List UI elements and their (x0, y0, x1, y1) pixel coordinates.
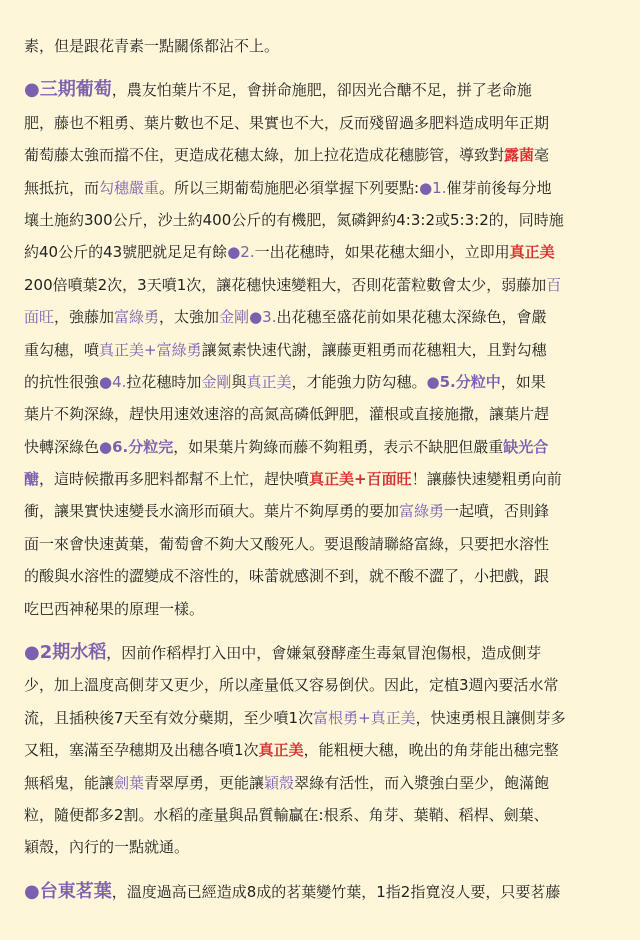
highlight-text: 面旺 (24, 308, 55, 327)
text-segment: 又粗，塞滿至孕穗期及出穗各噴1次 (24, 741, 259, 760)
highlight-text: 缺光合 (503, 437, 549, 456)
text-segment: 葡萄藤太強而擋不住，更造成花穗太綠，加上拉花造成花穗膨管，導致對 (24, 146, 505, 165)
text-segment: ，這時候撒再多肥料都幫不上忙，趕快噴 (39, 470, 310, 489)
paragraph-gap (24, 864, 614, 876)
paragraph-gap (24, 62, 614, 74)
text-segment: 無稻鬼，能讓 (24, 773, 115, 792)
text-segment: 。所以三期葡萄施肥必須掌握下列要點: (159, 178, 420, 197)
text-segment: 的酸與水溶性的澀變成不溶性的，味蕾就感測不到，就不酸不澀了，小把戲，跟 (24, 567, 550, 586)
text-line (24, 398, 614, 430)
highlight-text: 金剛 (219, 308, 250, 327)
text-line (24, 431, 614, 463)
text-segment: 無抵抗，而 (24, 178, 100, 197)
text-segment: 出花穗至盛花前如果花穗太深綠色，會嚴 (276, 308, 547, 327)
section-heading: ●台東茗葉 (24, 880, 112, 902)
text-segment: 快轉深綠色 (24, 437, 100, 456)
text-segment: 200倍噴葉2次，3天噴1次，讓花穗快速變粗大，否則花蕾粒數會太少，弱藤加 (24, 275, 547, 294)
text-line (24, 204, 614, 236)
highlight-text: 穎殼 (264, 773, 295, 792)
text-line (24, 528, 614, 560)
highlight-text: 露菌 (504, 146, 535, 165)
text-segment: ，因前作稻桿打入田中，會嫌氣發酵產生毒氣冒泡傷根，造成側芽 (106, 644, 542, 663)
highlight-text: ●4. (99, 372, 127, 391)
text-segment: ，如果 (500, 372, 546, 391)
text-segment: 毫 (534, 146, 550, 165)
text-line (24, 30, 614, 62)
text-segment: ，才能強力防勾穗。 (291, 372, 427, 391)
highlight-text: 真正美 (509, 243, 555, 262)
highlight-text: 真正美 (258, 741, 304, 760)
section-heading: ●三期葡萄 (24, 79, 112, 101)
text-segment: 翠綠有活性，而入漿強白堊少，飽滿飽 (294, 773, 550, 792)
text-line (24, 463, 614, 495)
text-segment: 青翠厚勇，更能讓 (144, 773, 265, 792)
text-line (24, 301, 614, 333)
highlight-text: 真正美 (246, 372, 292, 391)
text-line (24, 702, 614, 734)
text-segment: 催芽前後每分地 (446, 178, 552, 197)
text-line (24, 637, 614, 669)
text-segment: 約40公斤的43號肥就足足有餘 (24, 243, 228, 262)
text-segment: ，如果葉片夠綠而藤不夠粗勇，表示不缺肥但嚴重 (173, 437, 504, 456)
text-segment: 壤土施約300公斤，沙土約400公斤的有機肥，氮磷鉀約4:3:2或5:3:2的，同時施 (24, 210, 564, 229)
text-line (24, 366, 614, 398)
paragraph-gap (24, 625, 614, 637)
text-segment: ，農友怕葉片不足，會拼命施肥，卻因光合醣不足，拼了老命施 (111, 81, 532, 100)
text-segment: ，太強加 (159, 308, 220, 327)
text-segment: 葉片不夠深綠，趕快用速效速溶的高氮高磷低鉀肥，灌根或直接施撒，讓葉片趕 (24, 405, 550, 424)
highlight-text: 真正美+百面旺 (309, 470, 412, 489)
text-segment: 拉花穗時加 (126, 372, 202, 391)
text-segment: 流，且插秧後7天至有效分蘗期，至少噴1次 (24, 708, 314, 727)
highlight-text: 金剛 (201, 372, 232, 391)
highlight-text: 富綠勇 (399, 502, 445, 521)
text-line (24, 593, 614, 625)
highlight-text: 真正美+富綠勇 (99, 340, 202, 359)
text-segment: ，快速勇根且讓側芽多 (415, 708, 566, 727)
text-segment: 讓氮素快速代謝，讓藤更粗勇而花穗粗大，且對勾穗 (201, 340, 547, 359)
highlight-text: 富綠勇 (114, 308, 160, 327)
highlight-text: 勾穗嚴重 (99, 178, 160, 197)
highlight-text: ●2. (227, 243, 255, 262)
text-line (24, 74, 614, 106)
text-segment: 面一來會快速黃葉，葡萄會不夠大又酸死人。要退酸請聯絡富綠，只要把水溶性 (24, 534, 550, 553)
text-segment: 與 (231, 372, 247, 391)
text-segment: 一出花穗時，如果花穗太細小，立即用 (254, 243, 510, 262)
highlight-text: 百 (546, 275, 562, 294)
highlight-text: ●3. (249, 308, 277, 327)
highlight-text: 富根勇+真正美 (313, 708, 416, 727)
text-segment: 素，但是跟花青素一點關係都沾不上。 (24, 37, 280, 55)
text-line (24, 139, 614, 171)
text-line (24, 669, 614, 701)
text-segment: 的抗性很強 (24, 372, 100, 391)
highlight-text: ●1. (419, 178, 447, 197)
text-line (24, 734, 614, 766)
text-line (24, 560, 614, 592)
highlight-text: 劍葉 (114, 773, 145, 792)
text-segment: 少，加上溫度高側芽又更少，所以產量低又容易倒伏。因此，定植3週內要活水常 (24, 676, 559, 695)
text-segment: 衝，讓果實快速變長水滴形而碩大。葉片不夠厚勇的要加 (24, 502, 400, 521)
text-line (24, 876, 614, 908)
text-segment: 重勾穗，噴 (24, 340, 100, 359)
text-segment: 穎殼，內行的一點就通。 (24, 838, 190, 857)
text-line (24, 107, 614, 139)
text-segment: ，強藤加 (54, 308, 115, 327)
text-line (24, 334, 614, 366)
text-line (24, 495, 614, 527)
text-segment: ，能粗梗大穗，晚出的角芽能出穗完整 (303, 741, 559, 760)
text-segment: 一起噴，否則鋒 (444, 502, 550, 521)
text-line (24, 831, 614, 863)
text-segment: 粒，隨便都多2割。水稻的產量與品質輸贏在:根系、角芽、葉鞘、稻桿、劍葉、 (24, 805, 549, 824)
text-segment: 肥，藤也不粗勇、葉片數也不足、果實也不大，反而殘留過多肥料造成明年正期 (24, 113, 550, 132)
text-segment: 吃巴西神秘果的原理一樣。 (24, 599, 205, 618)
text-line (24, 767, 614, 799)
text-segment: ，溫度過高已經造成8成的茗葉變竹葉，1指2指寬沒人要，只要茗藤 (111, 882, 561, 901)
text-line (24, 172, 614, 204)
text-line (24, 236, 614, 268)
text-line (24, 799, 614, 831)
highlight-text: ●5.分粒中 (426, 372, 501, 391)
highlight-text: ●6.分粒完 (99, 437, 174, 456)
highlight-text: 醣 (24, 470, 40, 489)
text-segment: ！讓藤快速變粗勇向前 (411, 470, 562, 489)
text-line (24, 269, 614, 301)
section-heading: ●2期水稻 (24, 642, 107, 664)
